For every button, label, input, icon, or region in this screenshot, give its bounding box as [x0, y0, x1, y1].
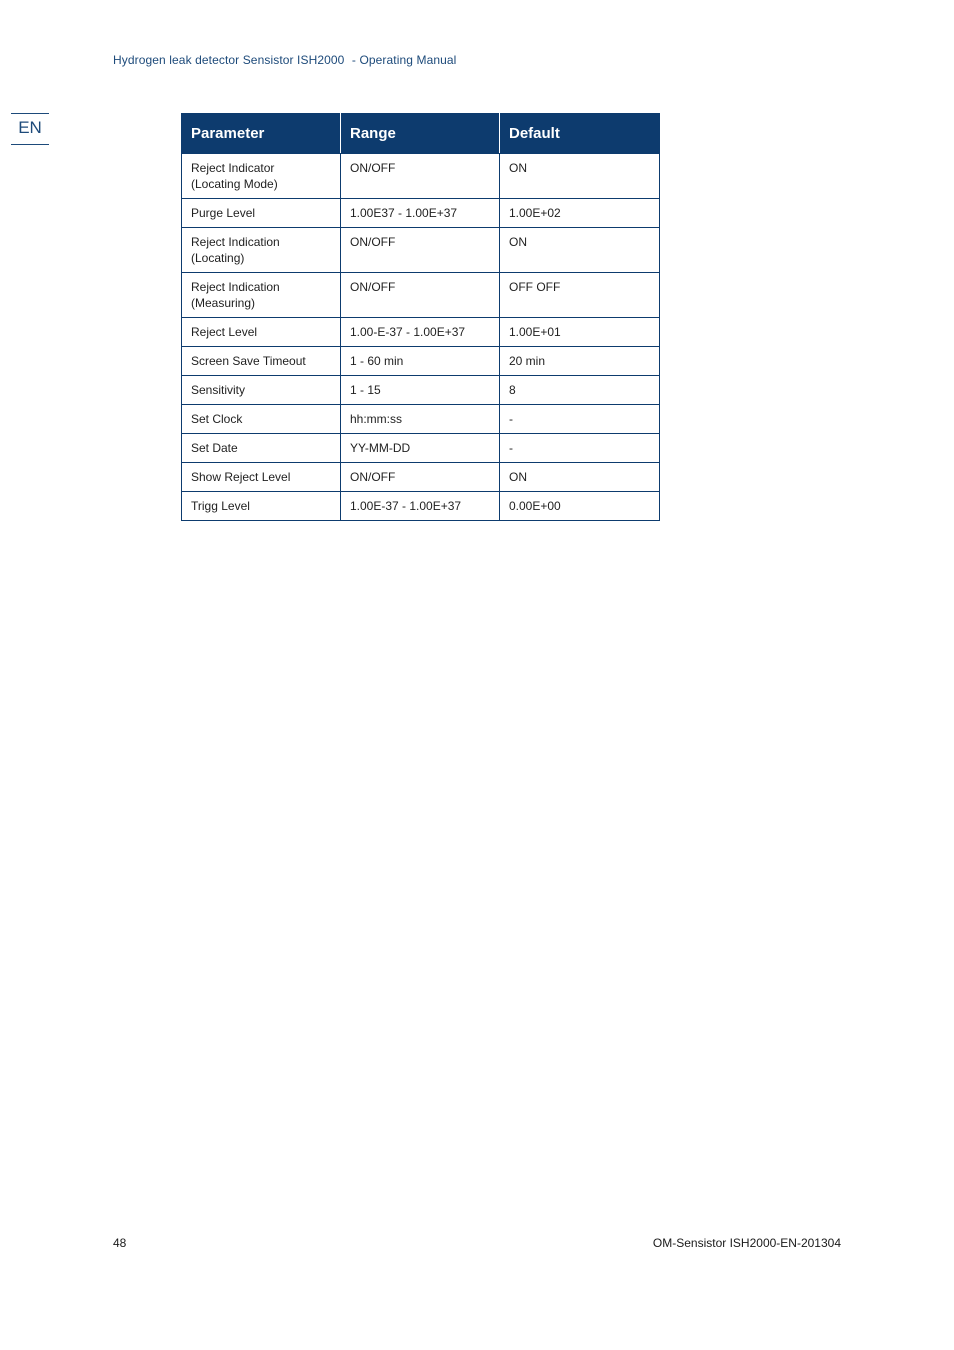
cell-parameter: Reject Indication (Measuring)	[182, 273, 341, 318]
cell-parameter: Reject Indication (Locating)	[182, 228, 341, 273]
cell-parameter: Set Clock	[182, 405, 341, 434]
cell-parameter: Trigg Level	[182, 492, 341, 521]
cell-default: OFF OFF	[500, 273, 660, 318]
title-separator: -	[351, 53, 357, 67]
table-row	[182, 199, 660, 228]
cell-range: ON/OFF	[341, 463, 500, 492]
table-row	[182, 273, 660, 318]
cell-default: -	[500, 434, 660, 463]
cell-parameter: Reject Level	[182, 318, 341, 347]
cell-default: ON	[500, 154, 660, 199]
table-row	[182, 492, 660, 521]
document-id: OM-Sensistor ISH2000-EN-201304	[652, 1236, 841, 1250]
cell-range: ON/OFF	[341, 273, 500, 318]
cell-default: 8	[500, 376, 660, 405]
cell-range: hh:mm:ss	[341, 405, 500, 434]
cell-default: ON	[500, 228, 660, 273]
cell-range: YY-MM-DD	[341, 434, 500, 463]
table-row	[182, 434, 660, 463]
cell-parameter: Reject Indicator (Locating Mode)	[182, 154, 341, 199]
language-tab: EN	[11, 113, 49, 145]
cell-default: 1.00E+02	[500, 199, 660, 228]
parameter-table	[181, 113, 660, 521]
cell-range: 1.00-E-37 - 1.00E+37	[341, 318, 500, 347]
cell-range: ON/OFF	[341, 228, 500, 273]
cell-range: 1.00E37 - 1.00E+37	[341, 199, 500, 228]
table-row	[182, 347, 660, 376]
cell-parameter: Sensitivity	[182, 376, 341, 405]
cell-parameter: Purge Level	[182, 199, 341, 228]
document-subtitle: Operating Manual	[359, 53, 457, 67]
column-header-parameter: Parameter	[182, 114, 341, 154]
cell-default: 20 min	[500, 347, 660, 376]
column-header-range: Range	[341, 114, 500, 154]
table-header-row	[182, 114, 660, 154]
document-title: Hydrogen leak detector Sensistor ISH2000	[113, 53, 345, 67]
running-header	[113, 53, 456, 67]
table-row	[182, 154, 660, 199]
page-number: 48	[113, 1236, 127, 1250]
cell-default: 1.00E+01	[500, 318, 660, 347]
cell-default: 0.00E+00	[500, 492, 660, 521]
cell-default: ON	[500, 463, 660, 492]
cell-parameter: Show Reject Level	[182, 463, 341, 492]
table-row	[182, 228, 660, 273]
cell-range: ON/OFF	[341, 154, 500, 199]
cell-default: -	[500, 405, 660, 434]
table-row	[182, 405, 660, 434]
cell-range: 1 - 60 min	[341, 347, 500, 376]
column-header-default: Default	[500, 114, 660, 154]
cell-range: 1 - 15	[341, 376, 500, 405]
cell-parameter: Set Date	[182, 434, 341, 463]
cell-parameter: Screen Save Timeout	[182, 347, 341, 376]
cell-range: 1.00E-37 - 1.00E+37	[341, 492, 500, 521]
table-row	[182, 376, 660, 405]
table-row	[182, 318, 660, 347]
table-row	[182, 463, 660, 492]
